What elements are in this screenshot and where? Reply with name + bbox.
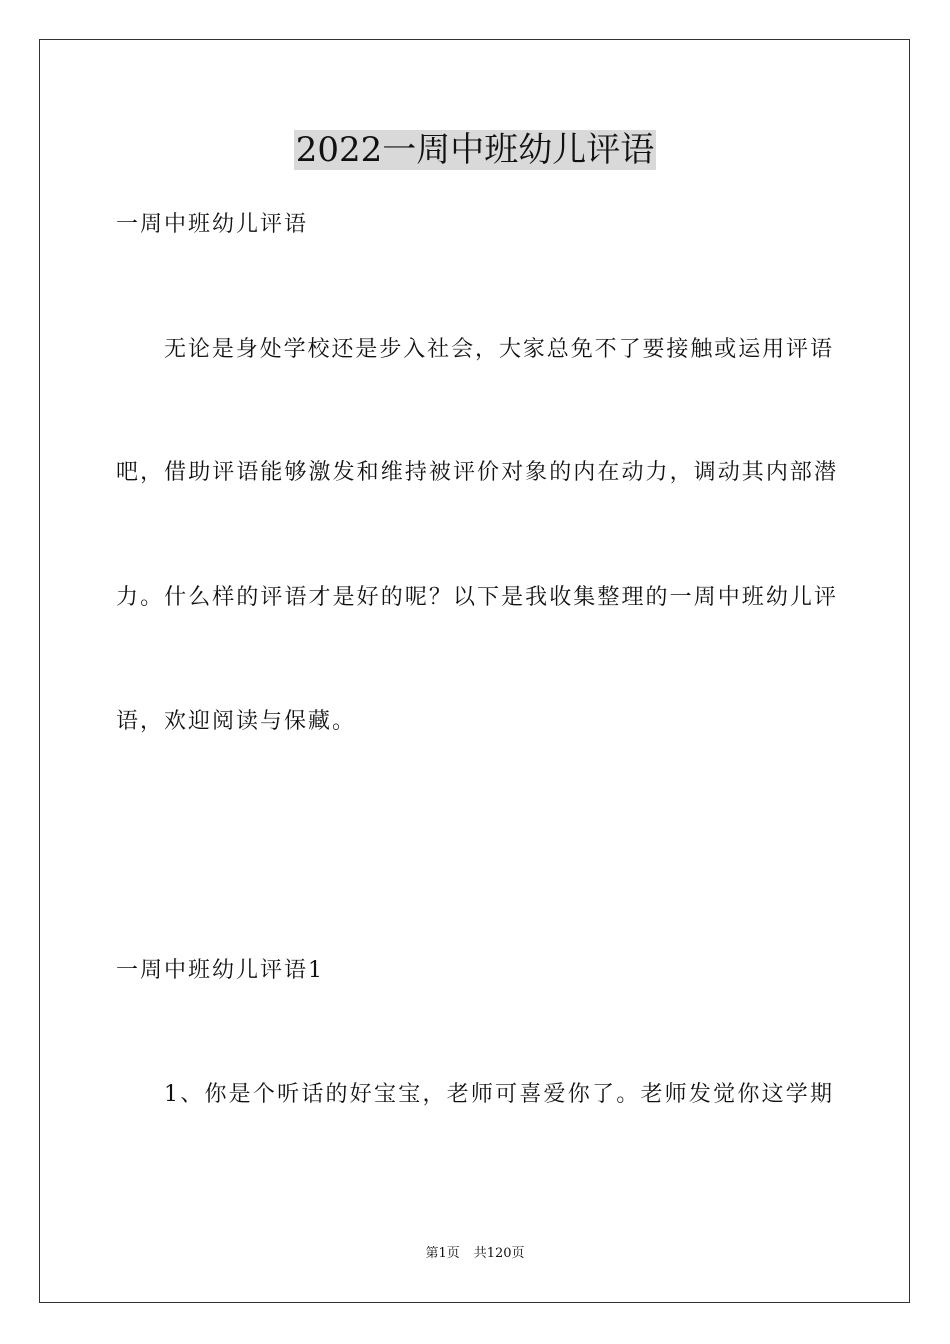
intro-paragraph-line-1: 无论是身处学校还是步入社会，大家总免不了要接触或运用评语	[164, 337, 832, 362]
page-number: 第1页	[425, 1246, 460, 1261]
intro-paragraph-line-2: 吧，借助评语能够激发和维持被评价对象的内在动力，调动其内部潜	[116, 460, 836, 485]
page-total: 共120页	[473, 1246, 525, 1261]
document-subtitle: 一周中班幼儿评语	[116, 212, 309, 237]
document-title-text: 2022一周中班幼儿评语	[295, 130, 655, 170]
section-heading: 一周中班幼儿评语1	[116, 958, 324, 983]
section-paragraph-line-1: 1、你是个听话的好宝宝，老师可喜爱你了。老师发觉你这学期	[164, 1082, 832, 1107]
page-footer	[0, 1245, 950, 1263]
intro-paragraph-line-4: 语，欢迎阅读与保藏。	[116, 709, 357, 734]
document-title	[0, 128, 950, 172]
intro-paragraph-line-3: 力。什么样的评语才是好的呢？以下是我收集整理的一周中班幼儿评	[116, 585, 836, 610]
